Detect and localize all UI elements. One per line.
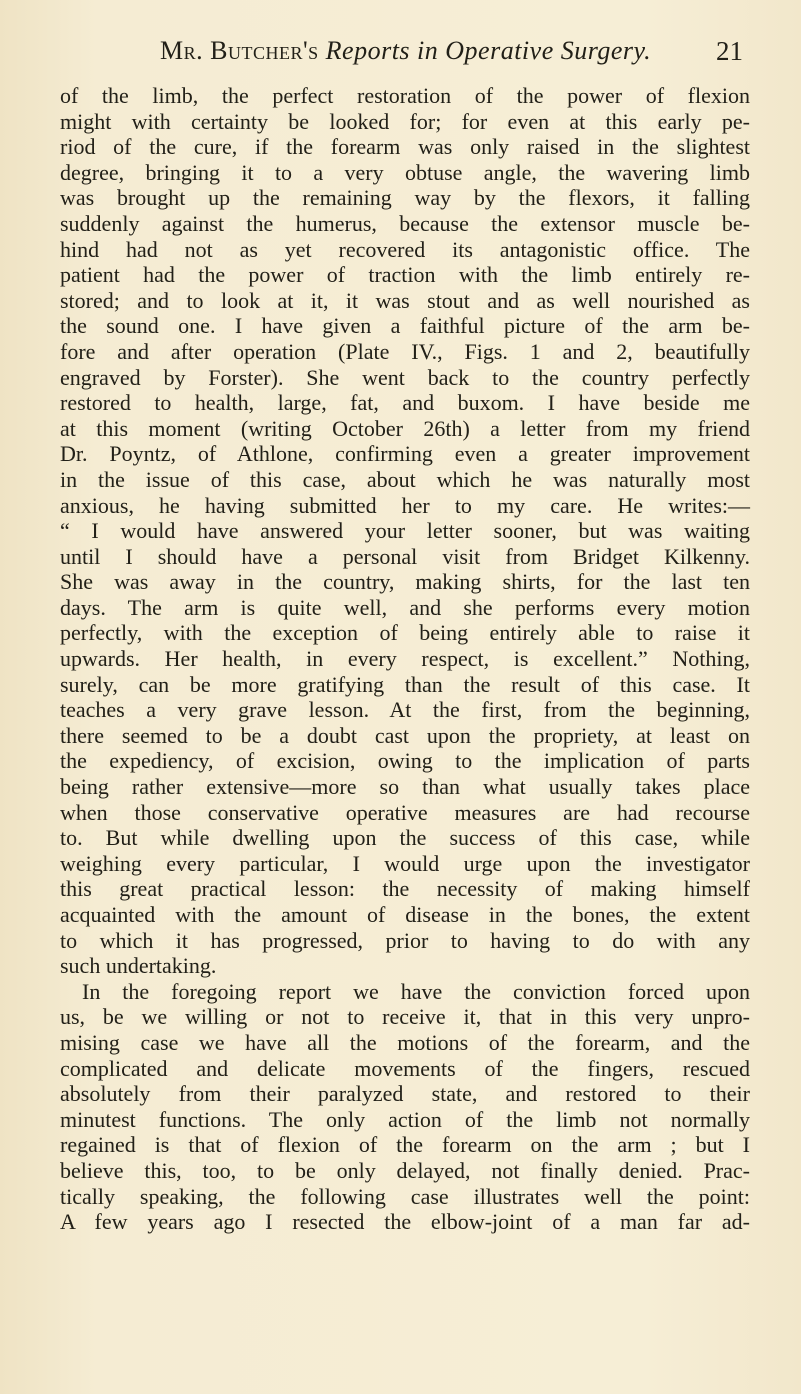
text-line: Dr. Poyntz, of Athlone, confirming even a greater improvement xyxy=(60,441,750,467)
text-line: degree, bringing it to a very obtuse angle, the wavering limb xyxy=(60,159,750,185)
text-line: complicated and delicate movements of the fingers, rescued xyxy=(60,1055,750,1081)
running-head xyxy=(0,36,801,66)
text-line: restored to health, large, fat, and buxom. I have beside me xyxy=(60,390,750,416)
text-line: perfectly, with the exception of being entirely able to raise it xyxy=(60,620,750,646)
text-line: when those conservative operative measures are had recourse xyxy=(60,799,750,825)
text-line: days. The arm is quite well, and she performs every motion xyxy=(60,594,750,620)
text-line: mising case we have all the motions of the forearm, and the xyxy=(60,1029,750,1055)
text-line: there seemed to be a doubt cast upon the propriety, at least on xyxy=(60,722,750,748)
text-line: surely, can be more gratifying than the result of this case. It xyxy=(60,671,750,697)
text-line: at this moment (writing October 26th) a letter from my friend xyxy=(60,415,750,441)
text-line: teaches a very grave lesson. At the first, from the beginning, xyxy=(60,697,750,723)
text-line: suddenly against the humerus, because the extensor muscle be- xyxy=(60,210,750,236)
text-line: minutest functions. The only action of the limb not normally xyxy=(60,1106,750,1132)
page-number: 21 xyxy=(716,36,743,66)
text-line: acquainted with the amount of disease in the bones, the extent xyxy=(60,902,750,927)
text-line: stored; and to look at it, it was stout and as well nourished as xyxy=(60,287,750,313)
running-title-author: Mr. Butcher's xyxy=(160,36,319,65)
text-line: to. But while dwelling upon the success of this case, while xyxy=(60,825,750,851)
body-text xyxy=(60,83,750,1235)
text-line: the sound one. I have given a faithful picture of the arm be- xyxy=(60,313,750,339)
text-line: us, be we willing or not to receive it, that in this very unpro- xyxy=(60,1004,750,1030)
text-line: to which it has progressed, prior to having to do with any xyxy=(60,927,750,953)
text-line: weighing every particular, I would urge upon the investigator xyxy=(60,850,750,876)
text-line: upwards. Her health, in every respect, is excellent.” Nothing, xyxy=(60,646,750,672)
text-line: was brought up the remaining way by the flexors, it falling xyxy=(60,185,750,211)
text-line: fore and after operation (Plate IV., Figs. 1 and 2, beautifully xyxy=(60,338,750,364)
running-title-work: Reports in Operative Surgery. xyxy=(325,36,652,65)
text-line: of the limb, the perfect restoration of the power of flexion xyxy=(60,83,750,108)
text-line: being rather extensive—more so than what usually takes place xyxy=(60,774,750,800)
text-line: in the issue of this case, about which he was naturally most xyxy=(60,466,750,492)
text-line: patient had the power of traction with the limb entirely re- xyxy=(60,262,750,288)
text-line: She was away in the country, making shirts, for the last ten xyxy=(60,569,750,595)
text-line: tically speaking, the following case illustrates well the point: xyxy=(60,1183,750,1209)
text-line: engraved by Forster). She went back to the country perfectly xyxy=(60,364,750,390)
text-line: A few years ago I resected the elbow-joint of a man far ad- xyxy=(60,1209,750,1235)
text-line: anxious, he having submitted her to my care. He writes:— xyxy=(60,492,750,518)
text-line: until I should have a personal visit from Bridget Kilkenny. xyxy=(60,543,750,569)
text-line: might with certainty be looked for; for even at this early pe- xyxy=(60,108,750,134)
running-title xyxy=(160,36,651,66)
text-line: this great practical lesson: the necessity of making himself xyxy=(60,876,750,902)
text-line: believe this, too, to be only delayed, not finally denied. Prac- xyxy=(60,1157,750,1183)
text-line: riod of the cure, if the forearm was only raised in the slightest xyxy=(60,134,750,160)
text-line: the expediency, of excision, owing to the implication of parts xyxy=(60,748,750,774)
text-line: such undertaking. xyxy=(60,953,217,979)
text-line: hind had not as yet recovered its antagonistic office. The xyxy=(60,236,750,262)
text-line: regained is that of flexion of the forearm on the arm ; but I xyxy=(60,1132,750,1158)
text-line: In the foregoing report we have the conviction forced upon xyxy=(82,978,750,1004)
text-line: absolutely from their paralyzed state, and restored to their xyxy=(60,1081,750,1107)
text-line: “ I would have answered your letter sooner, but was waiting xyxy=(60,518,750,544)
